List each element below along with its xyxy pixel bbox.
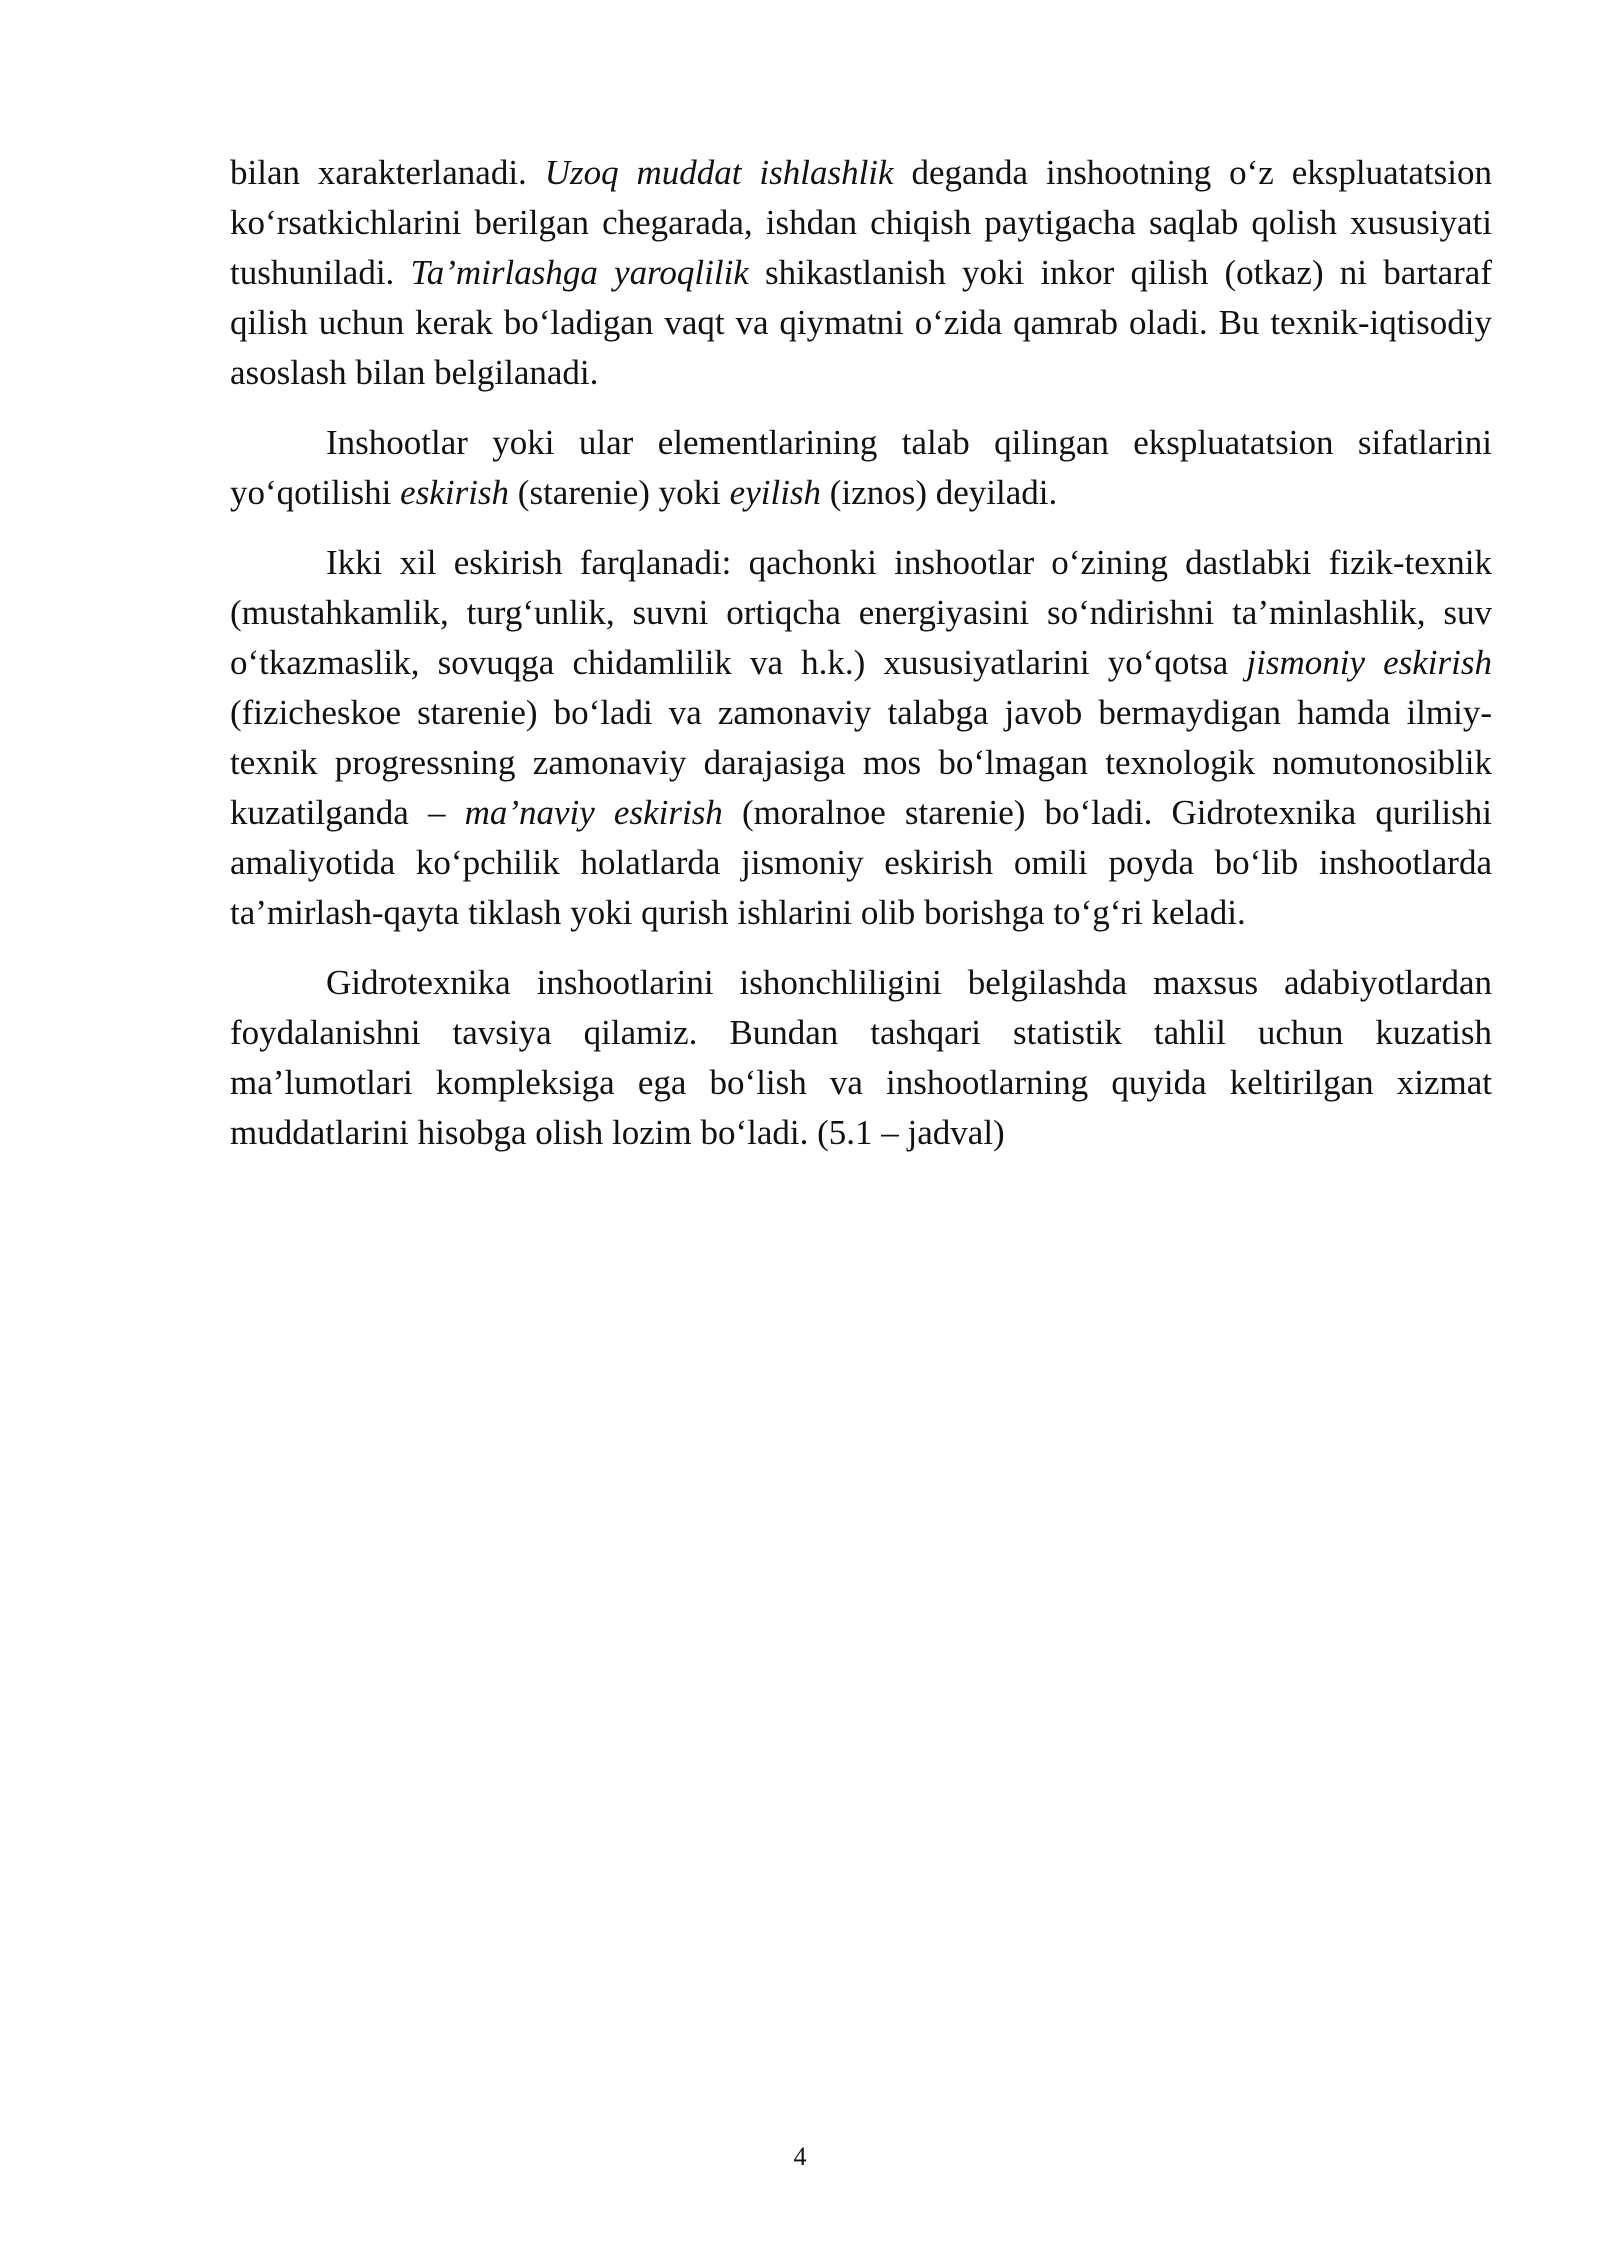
italic-term: eskirish: [400, 473, 510, 512]
text-run: Inshootlar yoki ular elementlarining talab qilingan ekspluatatsion sifatlarini yo‘qotilishi: [230, 423, 1492, 512]
page-number: 4: [793, 2142, 807, 2171]
italic-term: jismoniy eskirish: [1246, 643, 1492, 682]
text-run: (fizicheskoe starenie) bo‘ladi va zamonaviy talabga javob bermaydigan hamda ilmiy-texnik progressning zamonaviy darajasiga mos bo‘lmagan texnologik nomutonosiblik kuzatilganda –: [230, 693, 1492, 832]
paragraph-2: [230, 418, 1492, 518]
text-run: deganda inshootning o‘z ekspluatatsion ko‘rsatkichlarini berilgan chegarada, ishdan chiqish paytigacha saqlab qolish xususiyati tushuniladi.: [230, 153, 1492, 292]
italic-term: ma’naviy eskirish: [464, 793, 723, 832]
paragraph-4: [230, 958, 1492, 1158]
paragraph-1: [230, 148, 1492, 398]
text-run: (starenie) yoki: [509, 473, 730, 512]
document-body: [230, 148, 1492, 1178]
text-run: Gidrotexnika inshootlarini ishonchliligini belgilashda maxsus adabiyotlardan foydalanishni tavsiya qilamiz. Bundan tashqari statistik tahlil uchun kuzatish ma’lumotlari kompleksiga ega bo‘lish va inshootlarning quyida keltirilgan xizmat muddatlarini hisobga olish lozim bo‘ladi. (5.1 – jadval): [230, 963, 1492, 1152]
text-run: Ikki xil eskirish farqlanadi: qachonki inshootlar o‘zining dastlabki fizik-texnik (mustahkamlik, turg‘unlik, suvni ortiqcha energiyasini so‘ndirishni ta’minlashlik, suv o‘tkazmaslik, sovuqga chidamlilik va h.k.) xususiyatlarini yo‘qotsa: [230, 543, 1492, 682]
text-run: shikastlanish yoki inkor qilish (otkaz) ni bartaraf qilish uchun kerak bo‘ladigan vaqt va qiymatni o‘zida qamrab oladi. Bu texnik-iqtisodiy asoslash bilan belgilanadi.: [230, 253, 1492, 392]
italic-term: Uzoq muddat ishlashlik: [544, 153, 894, 192]
italic-term: Ta’mirlashga yaroqlilik: [410, 253, 749, 292]
italic-term: eyilish: [729, 473, 822, 512]
text-run: (iznos) deyiladi.: [821, 473, 1058, 512]
paragraph-3: [230, 538, 1492, 938]
text-run: (moralnoe starenie) bo‘ladi. Gidrotexnika qurilishi amaliyotida ko‘pchilik holatlarda jismoniy eskirish omili poyda bo‘lib inshootlarda ta’mirlash-qayta tiklash yoki qurish ishlarini olib borishga to‘g‘ri keladi.: [230, 793, 1493, 932]
text-run: bilan xarakterlanadi.: [230, 153, 545, 192]
